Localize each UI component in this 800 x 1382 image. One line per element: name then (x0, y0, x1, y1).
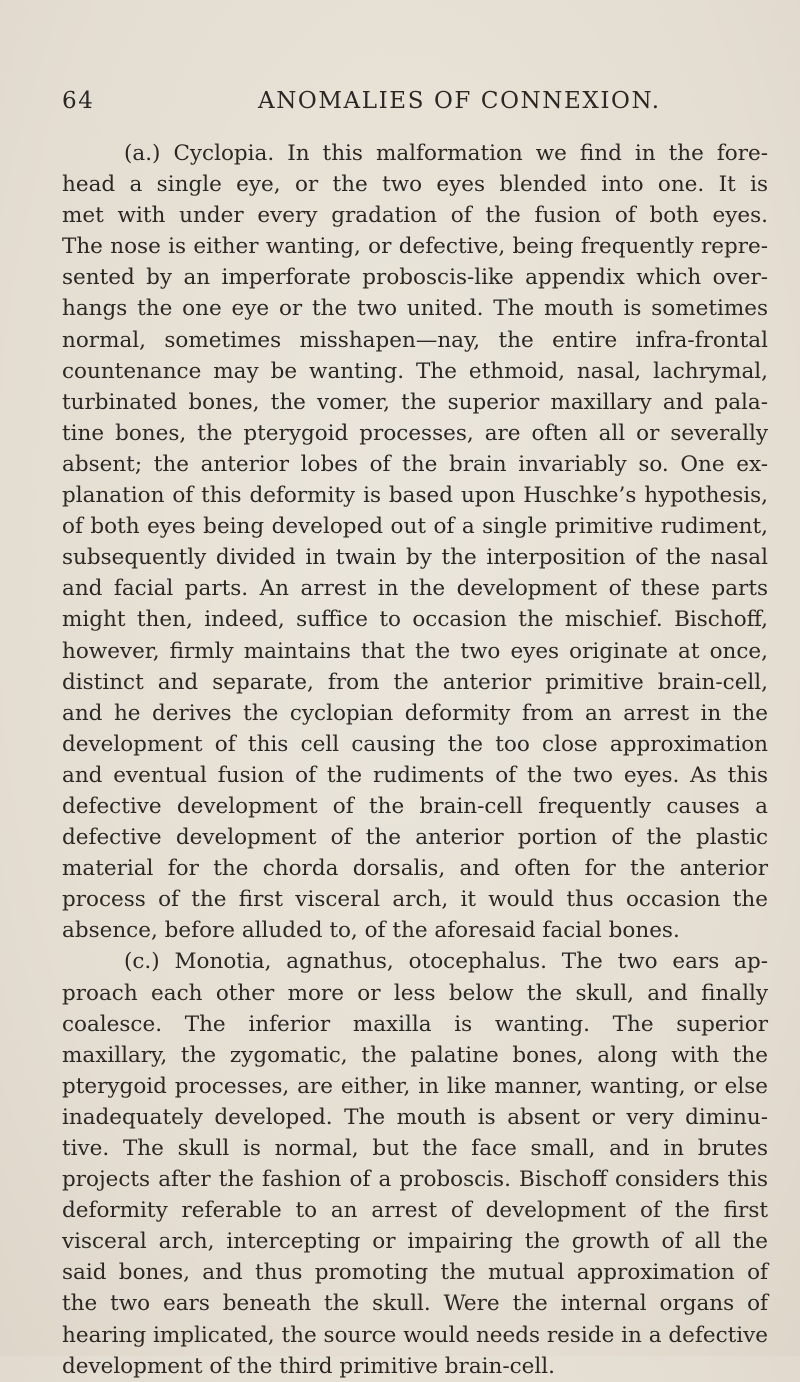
text-line: defective development of the brain-cell frequently causes a (62, 793, 768, 819)
body-text (62, 138, 768, 1382)
text-line: defective development of the anterior portion of the plastic (62, 825, 768, 851)
text-line: hearing implicated, the source would needs reside in a defective (62, 1322, 768, 1348)
text-line: deformity referable to an arrest of development of the first (62, 1198, 768, 1224)
text-line: visceral arch, intercepting or impairing the growth of all the (62, 1229, 768, 1255)
text-line: and he derives the cyclopian deformity from an arrest in the (62, 700, 768, 726)
text-line: countenance may be wanting. The ethmoid, nasal, lachrymal, (62, 358, 768, 384)
text-line: met with under every gradation of the fusion of both eyes. (62, 203, 768, 229)
text-line: hangs the one eye or the two united. The mouth is sometimes (62, 296, 768, 322)
text-line: absence, before alluded to, of the aforesaid facial bones. (62, 918, 680, 944)
text-line: and eventual fusion of the rudiments of the two eyes. As this (62, 762, 768, 788)
text-line: projects after the fashion of a proboscis. Bischoff considers this (62, 1167, 768, 1193)
text-line: and facial parts. An arrest in the development of these parts (62, 576, 768, 602)
text-line: (c.) Monotia, agnathus, otocephalus. The two ears ap- (124, 949, 768, 975)
text-line: material for the chorda dorsalis, and often for the anterior (62, 856, 768, 882)
text-line: tive. The skull is normal, but the face small, and in brutes (62, 1136, 768, 1161)
text-line: sented by an imperforate proboscis-like appendix which over- (62, 265, 768, 291)
text-line: coalesce. The inferior maxilla is wanting. The superior (62, 1011, 768, 1037)
text-line: (a.) Cyclopia. In this malformation we find in the fore- (124, 141, 768, 166)
text-line: head a single eye, or the two eyes blended into one. It is (62, 172, 768, 198)
text-line: the two ears beneath the skull. Were the internal organs of (62, 1291, 768, 1317)
text-line: inadequately developed. The mouth is absent or very diminu- (62, 1104, 768, 1130)
text-line: development of this cell causing the too close approximation (62, 731, 768, 757)
text-line: might then, indeed, suffice to occasion the mischief. Bischoff, (62, 607, 768, 633)
text-line: maxillary, the zygomatic, the palatine bones, along with the (62, 1042, 768, 1068)
text-line: The nose is either wanting, or defective, being frequently repre- (62, 234, 768, 260)
page-number: 64 (62, 88, 95, 114)
text-line: however, firmly maintains that the two eyes originate at once, (62, 638, 768, 664)
text-line: pterygoid processes, are either, in like manner, wanting, or else (62, 1073, 768, 1099)
text-line: distinct and separate, from the anterior primitive brain-cell, (62, 669, 768, 695)
text-line: subsequently divided in twain by the interposition of the nasal (62, 545, 768, 571)
running-head (62, 88, 760, 122)
text-line: absent; the anterior lobes of the brain invariably so. One ex- (62, 451, 768, 477)
text-line: tine bones, the pterygoid processes, are often all or severally (62, 420, 768, 446)
text-line: of both eyes being developed out of a single primitive rudiment, (62, 514, 768, 540)
text-line: process of the first visceral arch, it would thus occasion the (62, 887, 768, 913)
text-line: said bones, and thus promoting the mutual approximation of (62, 1260, 768, 1286)
running-title: ANOMALIES OF CONNEXION. (258, 88, 661, 114)
text-line: planation of this deformity is based upon Huschke’s hypothesis, (62, 483, 768, 509)
text-line: turbinated bones, the vomer, the superior maxillary and pala- (62, 389, 768, 415)
text-line: normal, sometimes misshapen—nay, the entire infra-frontal (62, 327, 768, 353)
text-line: development of the third primitive brain-cell. (62, 1353, 555, 1379)
text-line: proach each other more or less below the skull, and finally (62, 980, 768, 1006)
